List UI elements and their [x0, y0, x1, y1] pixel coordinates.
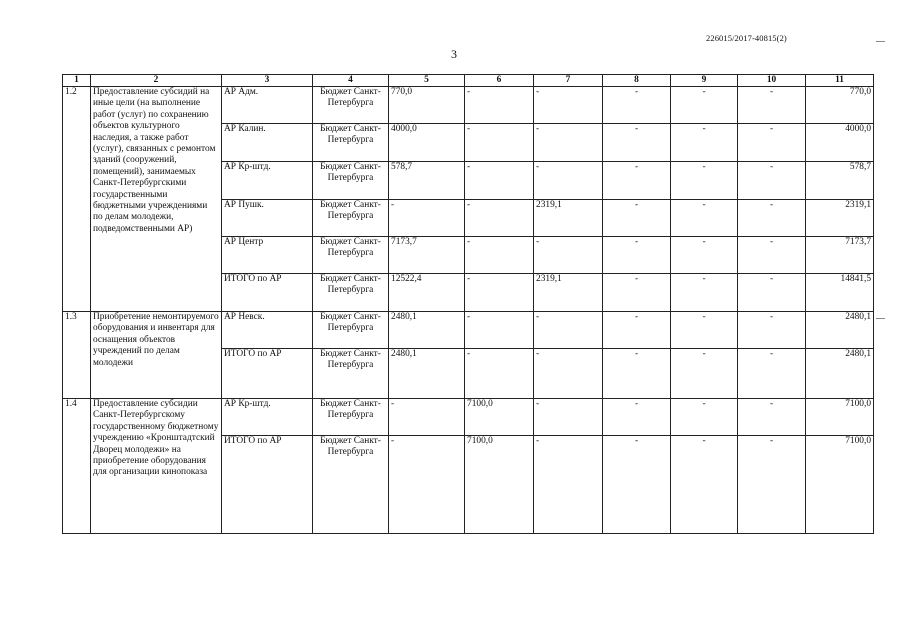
value-cell: -	[465, 124, 534, 162]
scan-mark	[876, 318, 885, 319]
table-row	[63, 87, 874, 124]
value-cell: -	[603, 399, 671, 436]
value-cell: -	[465, 200, 534, 237]
district-cell: АР Центр	[222, 237, 313, 274]
value-cell: -	[738, 87, 806, 124]
value-cell: -	[603, 200, 671, 237]
value-cell: -	[465, 312, 534, 349]
value-cell: -	[671, 237, 738, 274]
value-cell: -	[389, 436, 465, 534]
value-cell: -	[603, 436, 671, 534]
table-row	[63, 312, 874, 349]
funding-source-cell: Бюджет Санкт-Петербурга	[313, 274, 389, 312]
value-cell: -	[534, 237, 603, 274]
value-cell: 578,7	[389, 162, 465, 200]
district-cell: АР Кр-штд.	[222, 162, 313, 200]
total-cell: 7173,7	[806, 237, 874, 274]
total-cell: 2319,1	[806, 200, 874, 237]
value-cell: -	[534, 312, 603, 349]
column-header: 2	[91, 75, 222, 87]
value-cell: -	[465, 162, 534, 200]
funding-source-cell: Бюджет Санкт-Петербурга	[313, 312, 389, 349]
item-number: 1.2	[63, 87, 91, 312]
value-cell: -	[465, 274, 534, 312]
document-number: 226015/2017-40815(2)	[706, 33, 787, 43]
total-cell: 14841,5	[806, 274, 874, 312]
funding-source-cell: Бюджет Санкт-Петербурга	[313, 237, 389, 274]
district-cell: АР Пушк.	[222, 200, 313, 237]
value-cell: 2480,1	[389, 349, 465, 399]
funding-source-cell: Бюджет Санкт-Петербурга	[313, 349, 389, 399]
value-cell: -	[671, 399, 738, 436]
district-cell: ИТОГО по АР	[222, 349, 313, 399]
value-cell: 7173,7	[389, 237, 465, 274]
value-cell: -	[534, 436, 603, 534]
table-body	[63, 87, 874, 534]
value-cell: -	[389, 399, 465, 436]
total-cell: 578,7	[806, 162, 874, 200]
value-cell: 770,0	[389, 87, 465, 124]
column-header: 10	[738, 75, 806, 87]
value-cell: -	[671, 312, 738, 349]
value-cell: -	[738, 399, 806, 436]
item-description: Предоставление субсидии Санкт-Петербургскому государственному бюджетному учреждению «Кронштадтский Дворец молодежи» на приобретение оборудования для организации кинопоказа	[91, 399, 222, 534]
item-number: 1.4	[63, 399, 91, 534]
value-cell: -	[738, 162, 806, 200]
value-cell: -	[603, 312, 671, 349]
total-cell: 770,0	[806, 87, 874, 124]
column-header: 6	[465, 75, 534, 87]
value-cell: 12522,4	[389, 274, 465, 312]
value-cell: -	[534, 349, 603, 399]
funding-source-cell: Бюджет Санкт-Петербурга	[313, 124, 389, 162]
value-cell: -	[603, 162, 671, 200]
district-cell: АР Калин.	[222, 124, 313, 162]
item-number: 1.3	[63, 312, 91, 399]
column-header: 4	[313, 75, 389, 87]
scan-mark	[876, 41, 885, 42]
value-cell: -	[465, 87, 534, 124]
funding-source-cell: Бюджет Санкт-Петербурга	[313, 436, 389, 534]
value-cell: -	[603, 87, 671, 124]
value-cell: -	[671, 124, 738, 162]
total-cell: 7100,0	[806, 436, 874, 534]
funding-source-cell: Бюджет Санкт-Петербурга	[313, 200, 389, 237]
value-cell: -	[534, 87, 603, 124]
value-cell: 4000,0	[389, 124, 465, 162]
column-header: 7	[534, 75, 603, 87]
district-cell: ИТОГО по АР	[222, 436, 313, 534]
value-cell: -	[534, 399, 603, 436]
value-cell: -	[389, 200, 465, 237]
value-cell: -	[738, 349, 806, 399]
value-cell: 7100,0	[465, 399, 534, 436]
page-number: 3	[451, 47, 457, 61]
column-header-row	[63, 75, 874, 87]
budget-table	[62, 74, 874, 534]
item-description: Приобретение немонтируемого оборудования и инвентаря для оснащения объектов учреждений по делам молодежи	[91, 312, 222, 399]
total-cell: 2480,1	[806, 349, 874, 399]
value-cell: 2319,1	[534, 274, 603, 312]
value-cell: -	[671, 274, 738, 312]
value-cell: -	[738, 124, 806, 162]
value-cell: 7100,0	[465, 436, 534, 534]
value-cell: -	[671, 200, 738, 237]
funding-source-cell: Бюджет Санкт-Петербурга	[313, 162, 389, 200]
district-cell: ИТОГО по АР	[222, 274, 313, 312]
value-cell: -	[738, 237, 806, 274]
column-header: 9	[671, 75, 738, 87]
value-cell: -	[738, 200, 806, 237]
value-cell: -	[738, 274, 806, 312]
value-cell: -	[738, 312, 806, 349]
column-header: 11	[806, 75, 874, 87]
value-cell: -	[738, 436, 806, 534]
funding-source-cell: Бюджет Санкт-Петербурга	[313, 87, 389, 124]
value-cell: -	[671, 87, 738, 124]
value-cell: -	[671, 349, 738, 399]
item-description: Предоставление субсидий на иные цели (на выполнение работ (услуг) по сохранению объектов культурного наследия, а также работ (услуг), связанных с ремонтом зданий (сооружений, помещений), занимаемых Санкт-Петербургскими государственными бюджетными учреждениями по делам молодежи, подведомственными АР)	[91, 87, 222, 312]
district-cell: АР Адм.	[222, 87, 313, 124]
value-cell: 2480,1	[389, 312, 465, 349]
value-cell: -	[603, 124, 671, 162]
column-header: 5	[389, 75, 465, 87]
value-cell: -	[603, 349, 671, 399]
value-cell: -	[534, 162, 603, 200]
value-cell: -	[603, 274, 671, 312]
column-header: 3	[222, 75, 313, 87]
table-row	[63, 399, 874, 436]
value-cell: -	[534, 124, 603, 162]
column-header: 1	[63, 75, 91, 87]
total-cell: 4000,0	[806, 124, 874, 162]
funding-source-cell: Бюджет Санкт-Петербурга	[313, 399, 389, 436]
value-cell: -	[603, 237, 671, 274]
district-cell: АР Кр-штд.	[222, 399, 313, 436]
total-cell: 7100,0	[806, 399, 874, 436]
district-cell: АР Невск.	[222, 312, 313, 349]
value-cell: -	[465, 349, 534, 399]
value-cell: -	[671, 436, 738, 534]
column-header: 8	[603, 75, 671, 87]
value-cell: -	[465, 237, 534, 274]
total-cell: 2480,1	[806, 312, 874, 349]
value-cell: 2319,1	[534, 200, 603, 237]
value-cell: -	[671, 162, 738, 200]
